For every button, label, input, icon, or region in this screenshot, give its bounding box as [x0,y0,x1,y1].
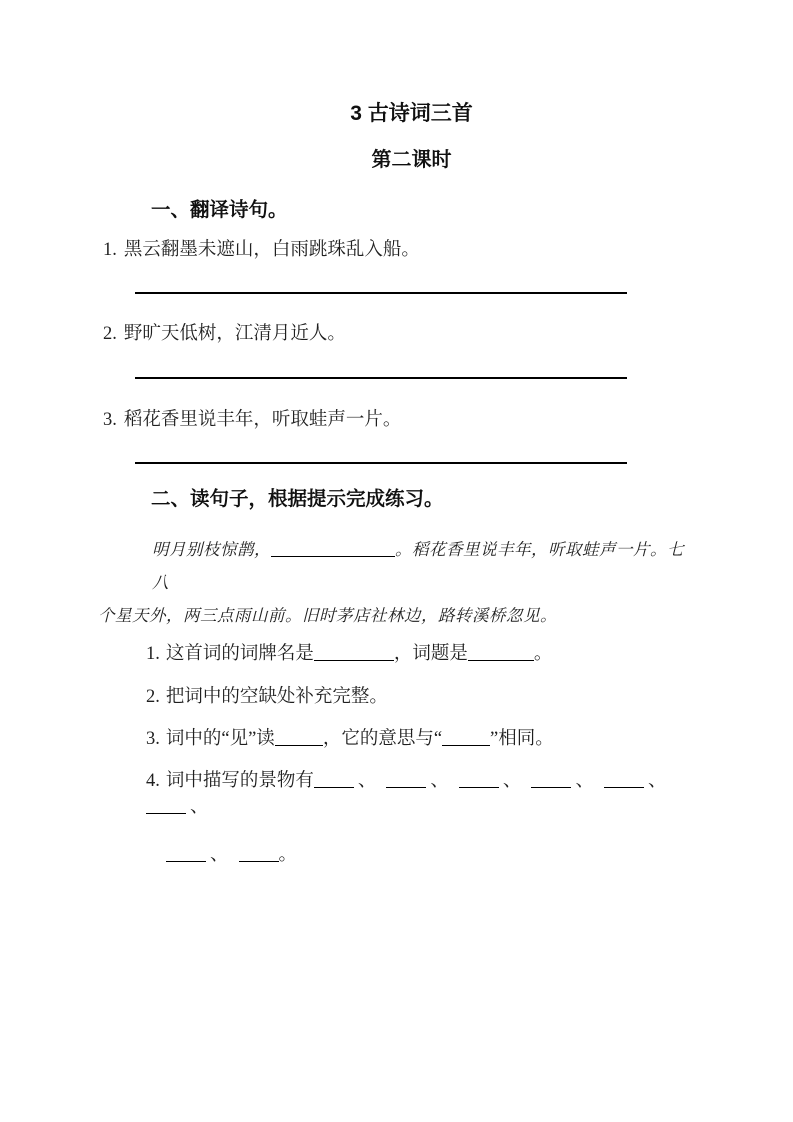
answer-line-3 [135,462,627,464]
question-text: 把词中的空缺处补充完整。 [165,687,388,707]
section2-heading: 二、读句子，根据提示完成练习。 [151,488,444,510]
question-number: 4. [146,771,160,791]
item-text: 野旷天低树，江清月近人。 [123,324,346,344]
fill-blank [459,774,499,788]
title-block [98,102,695,172]
passage-text: 。稻花香里说丰年，听取蛙声一片。七八 [152,540,684,592]
question-1 [146,641,695,667]
question-4 [146,768,695,820]
answer-line-1 [135,292,627,294]
list-separator: 、 [430,771,449,791]
list-separator: 、 [575,771,594,791]
question-2 [146,684,695,710]
fill-blank [386,774,426,788]
item-text: 黑云翻墨未遮山，白雨跳珠乱入船。 [123,240,420,260]
passage-text: 个星天外，两三点雨山前。旧时茅店社林边，路转溪桥忽见。 [98,606,557,625]
section1-heading: 一、翻译诗句。 [151,199,288,221]
list-separator: 、 [190,797,209,817]
fill-blank [146,800,186,814]
list-separator: 、 [502,771,522,791]
item-number: 3. [103,410,117,430]
fill-blank [442,732,490,746]
question-number: 3. [146,729,160,749]
question-text: 词中描写的景物有 [165,771,314,791]
list-separator: 、 [210,845,229,865]
page-title: 3 古诗词三首 [350,102,473,125]
list-separator: 、 [357,771,377,791]
fill-blank [604,774,644,788]
poem-passage [98,533,695,632]
item-text: 稻花香里说丰年，听取蛙声一片。 [123,410,402,430]
question-number: 1. [146,644,160,664]
question-text: 。 [533,644,553,664]
passage-line-1 [98,533,695,599]
fill-blank [271,543,395,557]
item-number: 1. [103,240,117,260]
section-exercise [98,486,695,868]
question-number: 2. [146,687,160,707]
question-text: 词中的“见”读 [165,729,275,749]
answer-line-2 [135,377,627,379]
fill-blank [166,848,206,862]
fill-blank [468,647,534,661]
fill-blank [275,732,323,746]
question-text: ，词题是 [393,644,468,664]
passage-line-2 [98,599,695,632]
question-text: 。 [278,845,298,865]
question-4-continued [166,842,695,868]
poem-item-3 [103,407,695,433]
fill-blank [531,774,571,788]
section-translate [98,197,695,464]
question-text: ”相同。 [490,729,554,749]
passage-text: 明月别枝惊鹊， [152,540,271,559]
question-text: ，它的意思与“ [322,729,443,749]
list-separator: 、 [647,771,667,791]
page-subtitle: 第二课时 [371,149,452,171]
poem-item-1 [103,237,695,263]
fill-blank [239,848,279,862]
item-number: 2. [103,324,117,344]
question-3 [146,726,695,752]
poem-item-2 [103,321,695,347]
fill-blank [314,647,394,661]
question-text: 这首词的词牌名是 [165,644,314,664]
fill-blank [314,774,354,788]
